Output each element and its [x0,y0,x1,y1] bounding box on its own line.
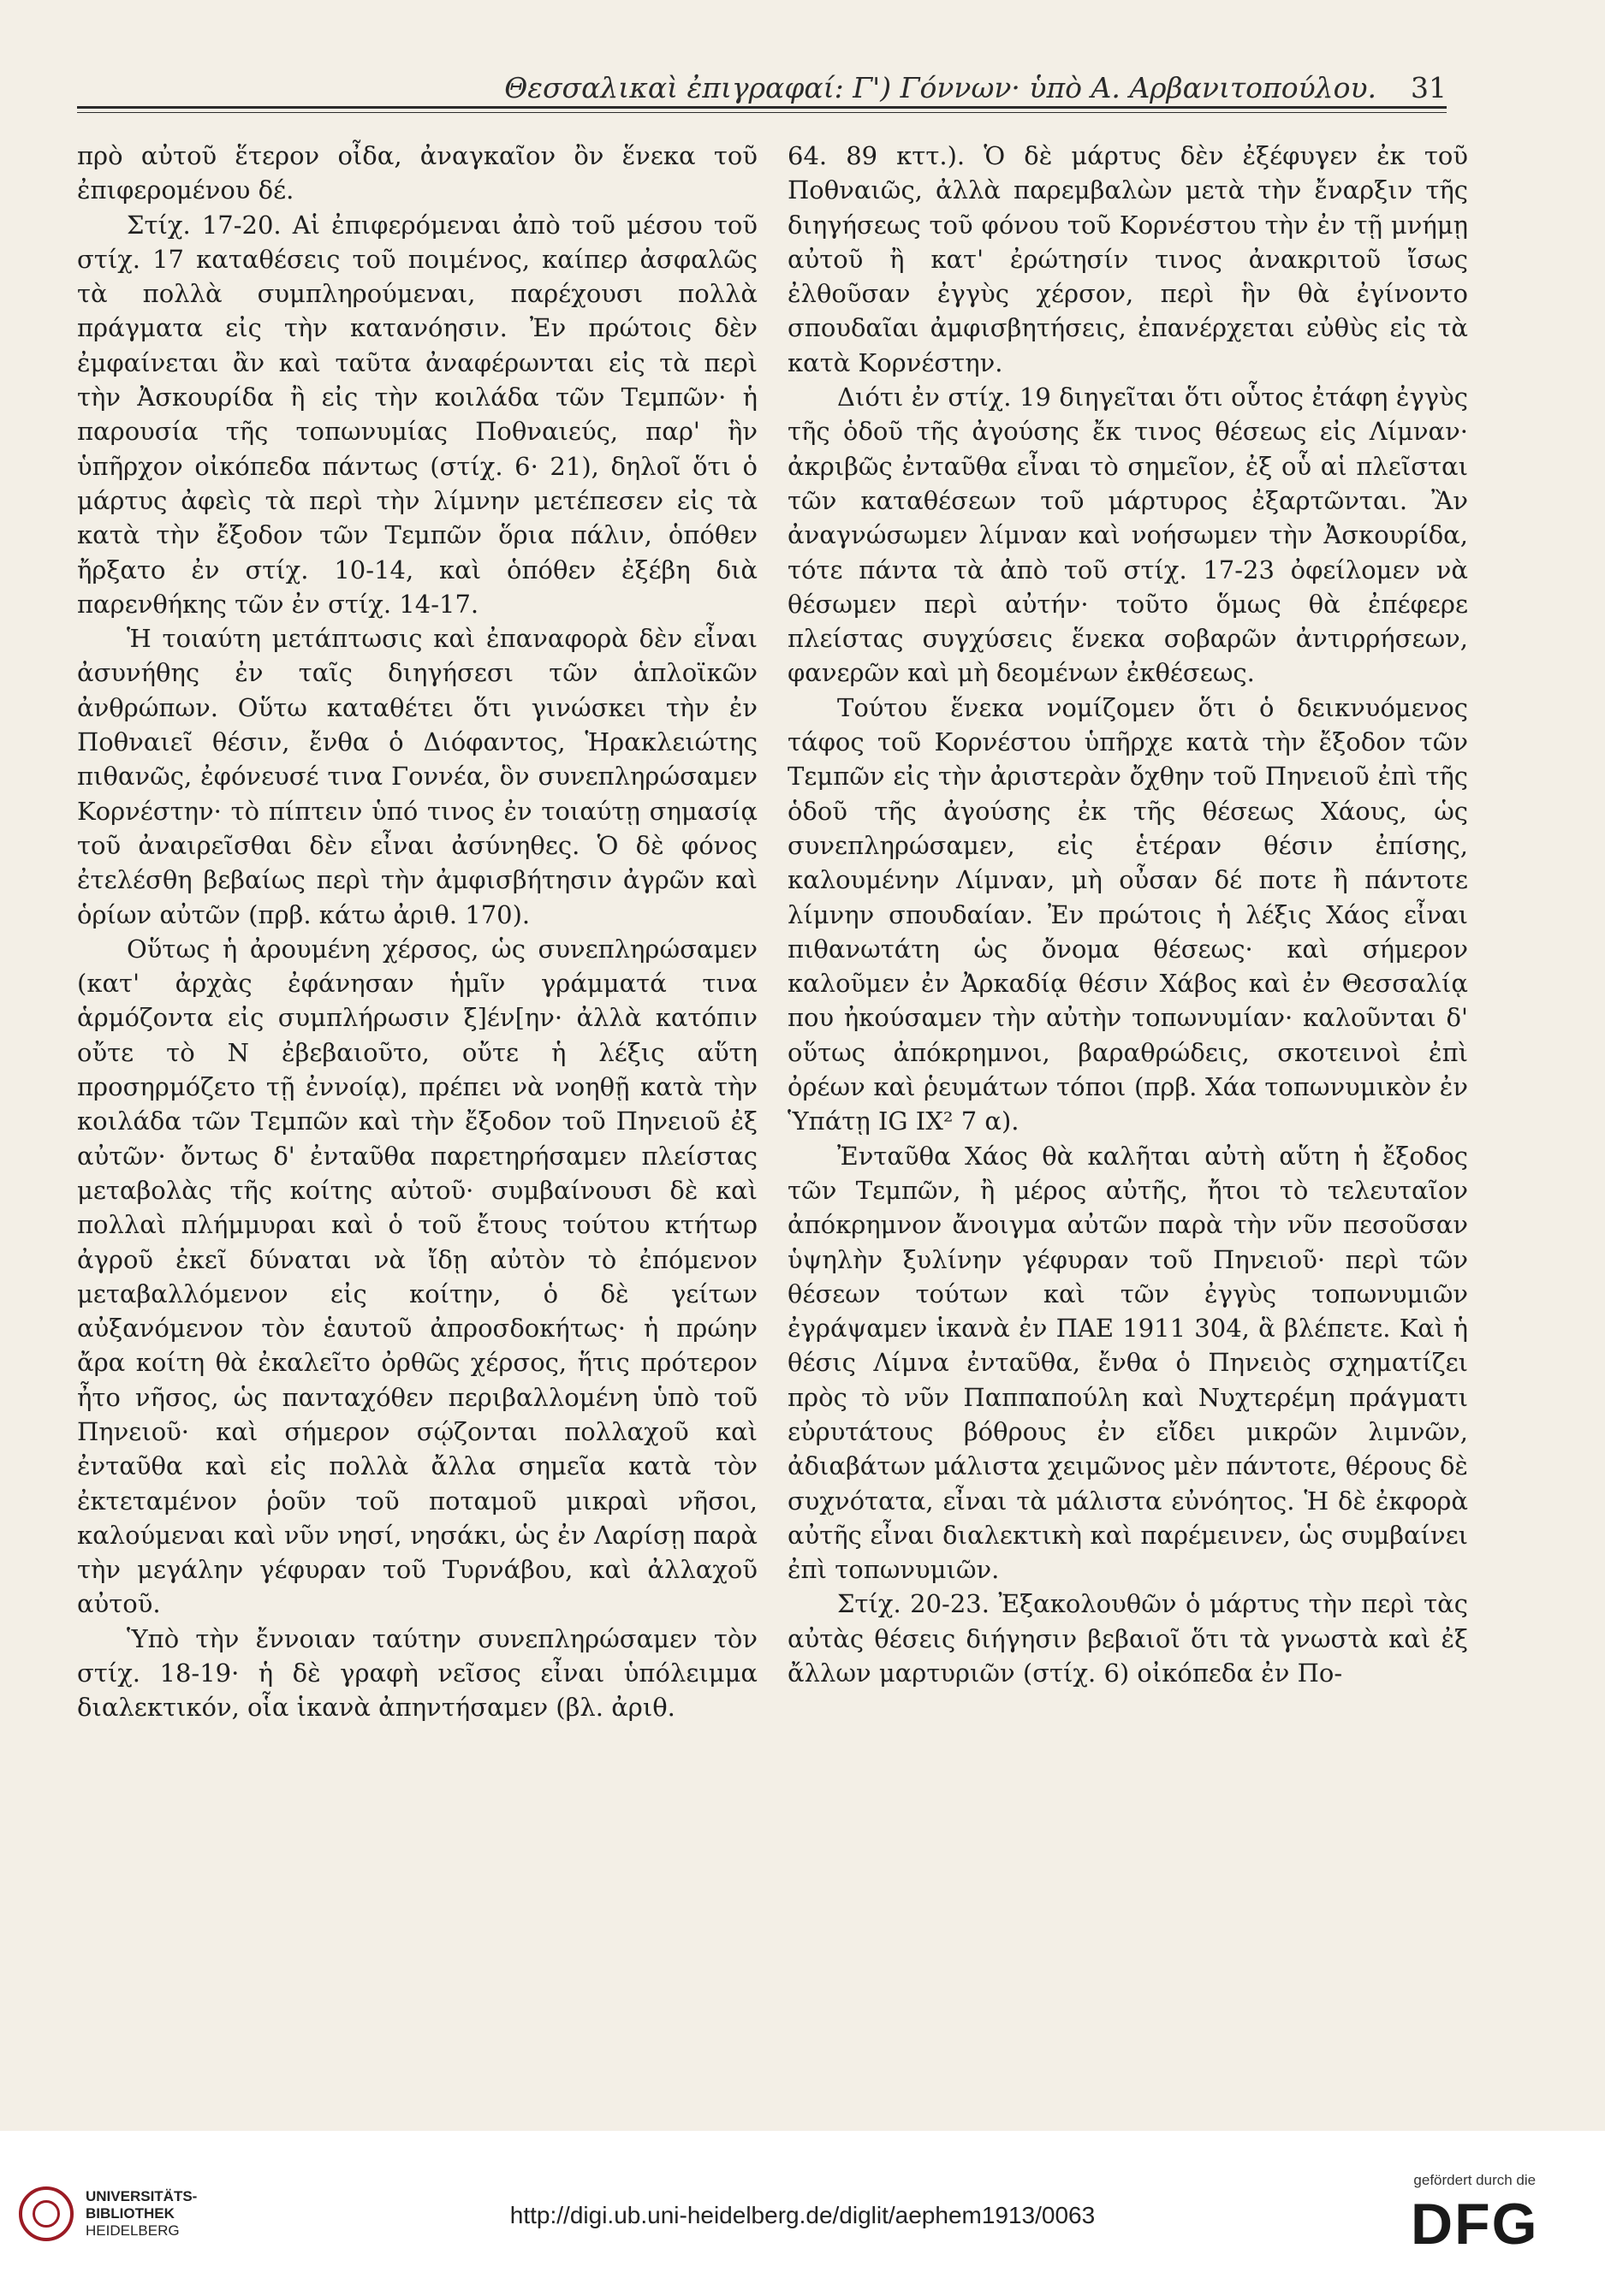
paragraph: Ἐνταῦθα Χάος θὰ καλῆται αὐτὴ αὕτη ἡ ἔξοδος τῶν Τεμπῶν, ἢ μέρος αὐτῆς, ἤτοι τὸ τελευταῖον ἀπόκρημνον ἄνοιγμα αὐτῶν παρὰ τὴν νῦν πεσοῦσαν ὑψηλὴν ξυλίνην γέφυραν τοῦ Πηνειοῦ· περὶ τῶν θέσεων τούτων καὶ τῶν ἐγγὺς τοπωνυμιῶν ἐγράψαμεν ἱκανὰ ἐν ΠΑΕ 1911 304, ἃ βλέπετε. Καὶ ἡ θέσις Λίμνα ἐνταῦθα, ἔνθα ὁ Πηνειὸς σχηματίζει πρὸς τὸ νῦν Παππαπούλη καὶ Νυχτερέμη πράγματι εὐρυτάτους βόθρους ἐν εἴδει μικρῶν λιμνῶν, ἀδιαβάτων μάλιστα χειμῶνος μὲν πάντοτε, θέρους δὲ συχνότατα, εἶναι τὰ μάλιστα εὐνόητος. Ἡ δὲ ἐκφορὰ αὐτῆς εἶναι διαλεκτικὴ καὶ παρέμεινεν, ὡς συμβαίνει ἐπὶ τοπωνυμιῶν. [788,1141,1468,1585]
page-number: 31 [1411,71,1447,104]
running-title: Θεσσαλικαὶ ἐπιγραφαί: Γ') Γόννων· ὑπὸ Α. Αρβανιτοπούλου. [504,71,1376,104]
paragraph: Διότι ἐν στίχ. 19 διηγεῖται ὅτι οὗτος ἐτάφη ἐγγὺς τῆς ὁδοῦ τῆς ἀγούσης ἔκ τινος θέσεως εἰς Λίμναν· ἀκριβῶς ἐνταῦθα εἶναι τὸ σημεῖον, ἐξ οὗ αἱ πλεῖσται τῶν καταθέσεων τοῦ μάρτυρος ἐξαρτῶνται. Ἂν ἀναγνώσωμεν λίμναν καὶ νοήσωμεν τὴν Ἀσκουρίδα, τότε πάντα τὰ ἀπὸ τοῦ στίχ. 17-23 ὀφείλομεν νὰ θέσωμεν περὶ αὐτήν· τοῦτο ὅμως θὰ ἐπέφερε πλείστας συγχύσεις ἕνεκα σοβαρῶν ἀντιρρήσεων, φανερῶν καὶ μὴ δεομένων ἐκθέσεως. [788,383,1468,688]
library-name-line: HEIDELBERG [86,2222,180,2239]
funding-note: gefördert durch die [1413,2172,1537,2188]
left-column [77,139,758,2004]
paragraph: Στίχ. 17-20. Αἱ ἐπιφερόμεναι ἀπὸ τοῦ μέσου τοῦ στίχ. 17 καταθέσεις τοῦ ποιμένος, καίπερ ἀσφαλῶς τὰ πολλὰ συμπληρούμεναι, παρέχουσι πολλὰ πράγματα εἰς τὴν κατανόησιν. Ἐν πρώτοις δὲν ἐμφαίνεται ἂν καὶ ταῦτα ἀναφέρωνται εἰς τὰ περὶ τὴν Ἀσκουρίδα ἢ εἰς τὴν κοιλάδα τῶν Τεμπῶν· ἡ παρουσία τῆς τοπωνυμίας Ποθναιεύς, παρ' ἣν ὑπῆρχον οἰκόπεδα πάντως (στίχ. 6· 21), δηλοῖ ὅτι ὁ μάρτυς ἀφεὶς τὰ περὶ τὴν λίμνην μετέπεσεν εἰς τὰ κατὰ τὴν ἔξοδον τῶν Τεμπῶν ὅρια πάλιν, ὁπόθεν ἤρξατο ἐν στίχ. 10-14, καὶ ὁπόθεν ἐξέβη διὰ παρενθήκης τῶν ἐν στίχ. 14-17. [77,210,758,619]
header-rule-thin [77,112,1447,113]
running-header [77,53,1447,104]
permalink-url[interactable]: http://digi.ub.uni-heidelberg.de/diglit/aephem1913/0063 [509,2202,1096,2228]
library-name-line: BIBLIOTHEK [86,2205,175,2222]
library-name-line: UNIVERSITÄTS- [86,2188,198,2204]
right-column [788,139,1468,2004]
paragraph: 64. 89 κττ.). Ὁ δὲ μάρτυς δὲν ἐξέφυγεν ἐκ τοῦ Ποθναιῶς, ἀλλὰ παρεμβαλὼν μετὰ τὴν ἔναρξιν τῆς διηγήσεως τοῦ φόνου τοῦ Κορνέστου τὴν ἐν τῇ μνήμῃ αὐτοῦ ἢ κατ' ἐρώτησίν τινος ἀνακριτοῦ ἴσως ἐλθοῦσαν ἐγγὺς χέρσον, περὶ ἣν θὰ ἐγίνοντο σπουδαῖαι ἀμφισβητήσεις, ἐπανέρχεται εὐθὺς εἰς τὰ κατὰ Κορνέστην. [788,141,1468,377]
paragraph: Οὕτως ἡ ἀρουμένη χέρσος, ὡς συνεπληρώσαμεν (κατ' ἀρχὰς ἐφάνησαν ἡμῖν γράμματά τινα ἁρμόζοντα εἰς συμπλήρωσιν ξ]έν[ην· ἀλλὰ κατόπιν οὔτε τὸ Ν ἐβεβαιοῦτο, οὔτε ἡ λέξις αὕτη προσηρμόζετο τῇ ἐννοίᾳ), πρέπει νὰ νοηθῇ κατὰ τὴν κοιλάδα τῶν Τεμπῶν καὶ τὴν ἔξοδον τοῦ Πηνειοῦ ἐξ αὐτῶν· ὄντως δ' ἐνταῦθα παρετηρήσαμεν πλείστας μεταβολὰς τῆς κοίτης αὐτοῦ· συμβαίνουσι δὲ καὶ πολλαὶ πλήμμυραι καὶ ὁ τοῦ ἔτους τούτου κτήτωρ ἀγροῦ ἐκεῖ δύναται νὰ ἴδῃ αὐτὸν τὸ ἐπόμενον μεταβαλλόμενον εἰς κοίτην, ὁ δὲ γείτων αὐξανόμενον τὸν ἑαυτοῦ ἀπροσδοκήτως· ἡ πρώην ἄρα κοίτη θὰ ἐκαλεῖτο ὀρθῶς χέρσος, ἥτις πρότερον ἦτο νῆσος, ὡς πανταχόθεν περιβαλλομένη ὑπὸ τοῦ Πηνειοῦ· καὶ σήμερον σῴζονται πολλαχοῦ καὶ ἐνταῦθα καὶ εἰς πολλὰ ἄλλα σημεῖα κατὰ τὸν ἐκτεταμένον ῥοῦν τοῦ ποταμοῦ μικραὶ νῆσοι, καλούμεναι καὶ νῦν νησί, νησάκι, ὡς ἐν Λαρίσῃ παρὰ τὴν μεγάλην γέφυραν τοῦ Τυρνάβου, καὶ ἀλλαχοῦ αὐτοῦ. [77,934,758,1619]
paragraph: πρὸ αὐτοῦ ἕτερον οἶδα, ἀναγκαῖον ὂν ἕνεκα τοῦ ἐπιφερομένου δέ. [77,141,758,205]
paragraph: Στίχ. 20-23. Ἐξακολουθῶν ὁ μάρτυς τὴν περὶ τὰς αὐτὰς θέσεις διήγησιν βεβαιοῖ ὅτι τὰ γνωστὰ καὶ ἐξ ἄλλων μαρτυριῶν (στίχ. 6) οἰκόπεδα ἐν Πο- [788,1589,1468,1688]
paragraph: Ὑπὸ τὴν ἔννοιαν ταύτην συνεπληρώσαμεν τὸν στίχ. 18-19· ἡ δὲ γραφὴ νεῖσος εἶναι ὑπόλειμμα διαλεκτικόν, οἷα ἱκανὰ ἀπηντήσαμεν (βλ. ἀριθ. [77,1623,758,1723]
header-rule-thick [77,106,1447,109]
funder-block[interactable] [1411,2172,1539,2257]
dfg-logo: DFG [1411,2192,1539,2257]
paragraph: Τούτου ἕνεκα νομίζομεν ὅτι ὁ δεικνυόμενος τάφος τοῦ Κορνέστου ὑπῆρχε κατὰ τὴν ἔξοδον τῶν Τεμπῶν εἰς τὴν ἀριστερὰν ὄχθην τοῦ Πηνειοῦ ἐπὶ τῆς ὁδοῦ τῆς ἀγούσης ἐκ τῆς θέσεως Χάους, ὡς συνεπληρώσαμεν, εἰς ἑτέραν θέσιν ἐπίσης, καλουμένην Λίμναν, μὴ οὖσαν δέ ποτε ἢ πάντοτε λίμνην σπουδαίαν. Ἐν πρώτοις ἡ λέξις Χάος εἶναι πιθανωτάτη ὡς ὄνομα θέσεως· καὶ σήμερον καλοῦμεν ἐν Ἀρκαδίᾳ θέσιν Χάβος καὶ ἐν Θεσσαλίᾳ που ἠκούσαμεν τὴν αὐτὴν τοπωνυμίαν· καλοῦνται δ' οὕτως ἀπόκρημνοι, βαραθρώδεις, σκοτεινοὶ ἐπὶ ὀρέων καὶ ῥευμάτων τόποι (πρβ. Χάα τοπωνυμικὸν ἐν Ὑπάτῃ IG IX² 7 α). [788,692,1468,1136]
paragraph: Ἡ τοιαύτη μετάπτωσις καὶ ἐπαναφορὰ δὲν εἶναι ἀσυνήθης ἐν ταῖς διηγήσεσι τῶν ἁπλοϊκῶν ἀνθρώπων. Οὕτω καταθέτει ὅτι γινώσκει τὴν ἐν Ποθναιεῖ θέσιν, ἔνθα ὁ Διόφαντος, Ἡρακλειώτης πιθανῶς, ἐφόνευσέ τινα Γοννέα, ὃν συνεπληρώσαμεν Κορνέστην· τὸ πίπτειν ὑπό τινος ἐν τοιαύτῃ σημασίᾳ τοῦ ἀναιρεῖσθαι δὲν εἶναι ἀσύνηθες. Ὁ δὲ φόνος ἐτελέσθη βεβαίως περὶ τὴν ἀμφισβήτησιν ἀγρῶν καὶ ὁρίων αὐτῶν (πρβ. κάτω ἀριθ. 170). [77,624,758,929]
